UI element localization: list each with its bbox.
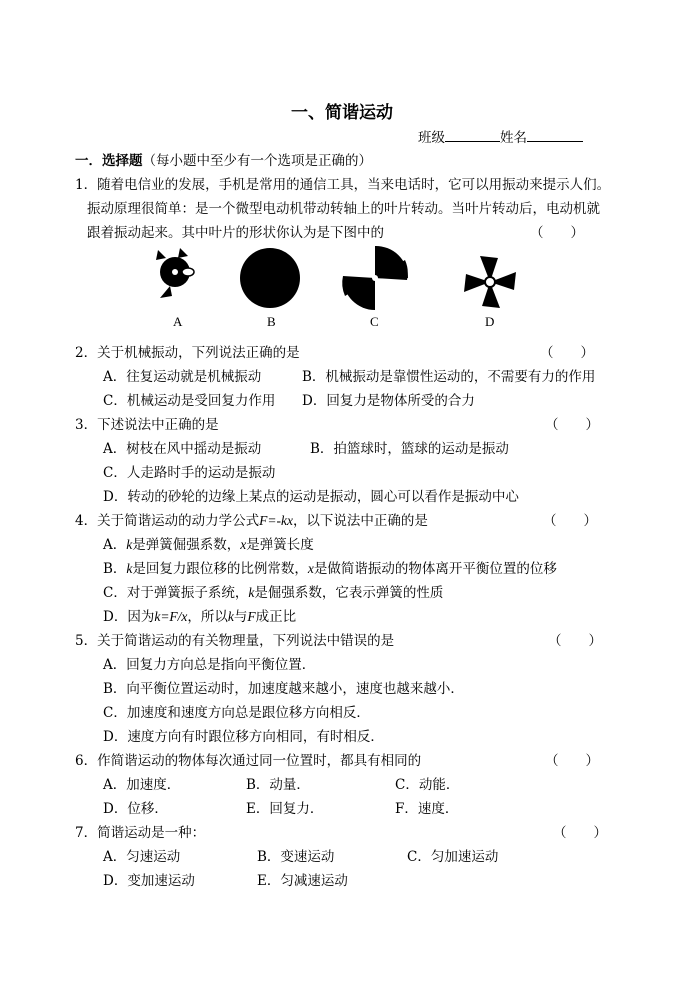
q3-option-a[interactable]: A．树枝在风中摇动是振动 [103,441,262,457]
q6-option-a[interactable]: A．加速度． [103,777,181,793]
q4-d-f: F [247,609,256,624]
q5-option-d[interactable]: D．速度方向有时跟位移方向相同，有时相反． [103,729,384,745]
q4-option-b[interactable] [103,557,557,577]
q4-option-a[interactable] [103,533,314,553]
q4-d-formula: k=F/x [154,609,188,624]
q4-b-x: x [307,561,314,576]
q4-c-pre: C．对于弹簧振子系统， [103,585,249,601]
q4-c-post: 是倔强系数，它表示弹簧的性质 [254,585,444,601]
q5-answer-paren[interactable]: （ ） [548,633,602,649]
q4-d-k: k [227,609,234,624]
figure-label-a: A [173,314,183,329]
q7-option-c[interactable]: C．匀加速运动 [407,849,499,865]
q6-stem: 6．作简谐运动的物体每次通过同一位置时，都具有相同的 [75,753,422,769]
q2-option-c[interactable]: C．机械运动是受回复力作用 [103,393,276,409]
q7-option-d[interactable]: D．变加速运动 [103,873,195,889]
q6-option-d[interactable]: D．位移． [103,801,168,817]
q2-stem: 2．关于机械振动，下列说法正确的是 [75,345,300,361]
q6-option-c[interactable]: C．动能． [395,777,460,793]
q4-stem-post: ，以下说法中正确的是 [292,513,428,529]
q4-d-mid: ，所以 [187,609,228,625]
q4-answer-paren[interactable]: （ ） [543,513,597,529]
q4-a-x: x [240,537,247,552]
q4-a-letter: A． [103,537,127,553]
q4-b-letter: B． [103,561,127,577]
q3-option-b[interactable]: B．拍篮球时，篮球的运动是振动 [310,441,509,457]
q4-d-mid2: 与 [233,609,248,625]
q4-formula: F=-kx [259,513,293,528]
blade-shapes-figure [140,240,540,335]
q2-option-b[interactable]: B．机械振动是靠惯性运动的，不需要有力的作用 [302,369,596,385]
q2-option-a[interactable]: A．往复运动就是机械振动 [103,369,262,385]
class-blank[interactable] [445,127,500,142]
q2-answer-paren[interactable]: （ ） [540,345,594,361]
q5-option-a[interactable]: A．回复力方向总是指向平衡位置． [103,657,316,673]
page-title: 一、简谐运动 [291,103,393,123]
q3-answer-paren[interactable]: （ ） [545,417,599,433]
q4-option-c[interactable] [103,581,443,601]
q4-stem [75,509,428,529]
q7-option-e[interactable]: E．匀减速运动 [257,873,348,889]
q5-option-c[interactable]: C．加速度和速度方向总是跟位移方向相反． [103,705,370,721]
q4-b-post: 是做简谐振动的物体离开平衡位置的位移 [313,561,557,577]
class-name-line [418,126,583,146]
q1-line2: 振动原理很简单：是一个微型电动机带动转轴上的叶片转动。当叶片转动后，电动机就 [87,201,600,217]
q6-option-b[interactable]: B．动量． [246,777,310,793]
figure-label-b: B [267,314,276,329]
q3-option-d[interactable]: D．转动的砂轮的边缘上某点的运动是振动，圆心可以看作是振动中心 [103,489,519,505]
q4-a-mid: 是弹簧倔强系数， [132,537,241,553]
q1-answer-paren[interactable]: （ ） [530,225,584,241]
q6-option-e[interactable]: E．回复力． [246,801,324,817]
figure-label-c: C [370,314,379,329]
q7-option-a[interactable]: A．匀速运动 [103,849,181,865]
q7-stem: 7．简谐运动是一种： [75,825,206,841]
class-label: 班级 [418,130,445,146]
q4-a-post: 是弹簧长度 [246,537,314,553]
q4-d-post: 成正比 [255,609,297,625]
q4-option-d[interactable] [103,605,296,625]
q4-a-k: k [126,537,133,552]
q1-line3: 跟着振动起来。其中叶片的形状你认为是下图中的 [87,225,384,241]
q4-c-k: k [248,585,255,600]
blade-shape-c [342,246,408,310]
section-heading [75,149,372,169]
q5-stem: 5．关于简谐运动的有关物理量，下列说法中错误的是 [75,633,395,649]
blade-shape-b [240,248,300,308]
q4-d-pre: D．因为 [103,609,155,625]
q3-option-c[interactable]: C．人走路时手的运动是振动 [103,465,276,481]
q1-line1: 1．随着电信业的发展，手机是常用的通信工具，当来电话时，它可以用振动来提示人们。 [75,177,611,193]
figure-label-d: D [485,314,495,329]
q3-stem: 3．下述说法中正确的是 [75,417,219,433]
q5-option-b[interactable]: B．向平衡位置运动时，加速度越来越小，速度也越来越小． [103,681,464,697]
section-title: 一．选择题 [75,153,143,169]
name-blank[interactable] [527,127,583,142]
section-note: （每小题中至少有一个选项是正确的） [142,153,372,169]
q7-answer-paren[interactable]: （ ） [553,825,607,841]
q4-b-k: k [126,561,133,576]
q7-option-b[interactable]: B．变速运动 [257,849,335,865]
q4-b-mid: 是回复力跟位移的比例常数， [132,561,308,577]
q6-option-f[interactable]: F．速度． [395,801,459,817]
q4-stem-pre: 4．关于简谐运动的动力学公式 [75,513,260,529]
q6-answer-paren[interactable]: （ ） [545,753,599,769]
q2-option-d[interactable]: D．回复力是物体所受的合力 [302,393,475,409]
name-label: 姓名 [500,130,527,146]
blade-shape-a [156,248,194,298]
blade-shape-d [464,256,516,308]
